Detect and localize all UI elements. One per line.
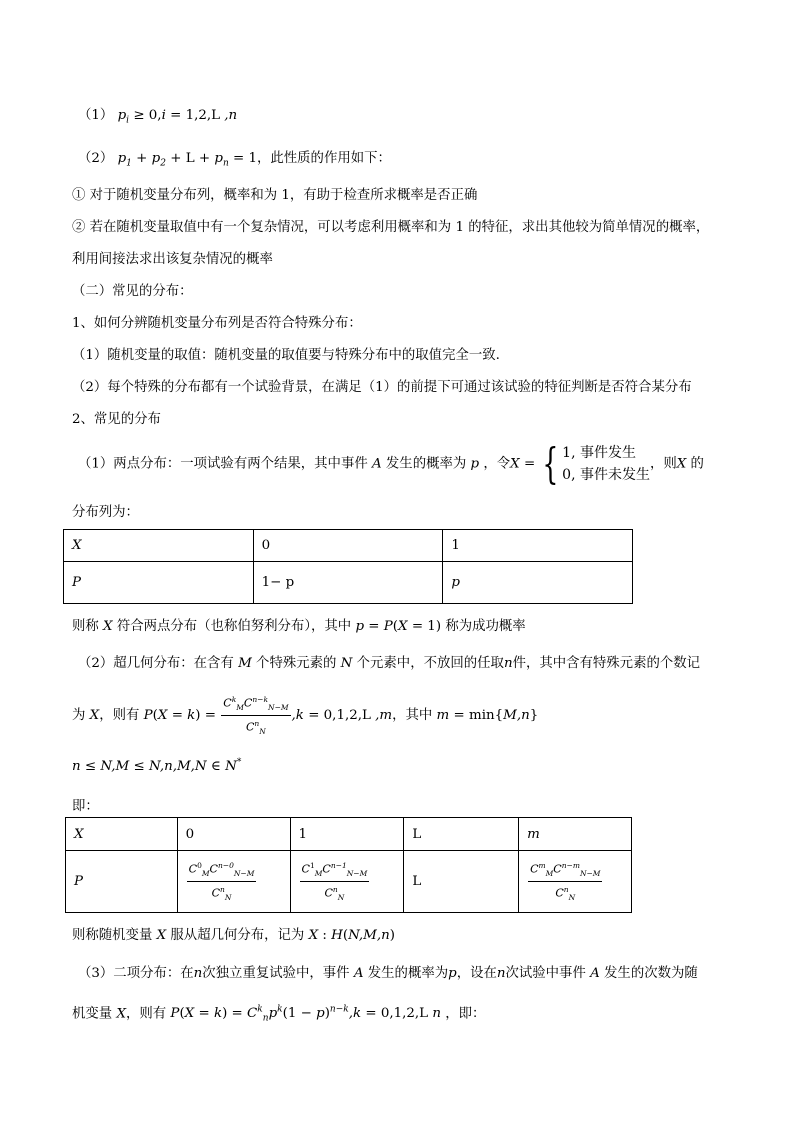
probability-cell: $\frac{C^m_MC^{n-m}_{N-M}}{C^n_N}$ xyxy=(519,851,632,913)
binomial-definition: （3）二项分布：在n次独立重复试验中，事件 A 发生的概率为p，设在n次试验中事件 A 发生的次数为随 xyxy=(78,966,698,981)
item-label: （1） xyxy=(78,108,114,123)
table-row: P 1− p p xyxy=(64,562,633,604)
note-2-cont: 利用间接法求出该复杂情况的概率 xyxy=(72,252,273,267)
hypergeometric-definition: （2）超几何分布：在含有 M 个特殊元素的 N 个元素中，不放回的任取n件，其中含有特殊元素的个数记 xyxy=(78,656,701,671)
property-1 xyxy=(78,106,237,131)
two-point-table xyxy=(63,529,633,604)
property-text: ，此性质的作用如下： xyxy=(257,151,391,166)
bernoulli-note: 则称 X 符合两点分布（也称伯努利分布），其中 p = P(X = 1) 称为成功概率 xyxy=(72,619,526,634)
formula-tail: ,n xyxy=(220,108,238,123)
table2-intro: 即： xyxy=(72,799,99,814)
hypergeometric-formula: 为 X，则有 P(X = k) = $\frac{C^k_MC^{n-k}_{N-M}}{C^n_N}$ ,k = 0,1,2,L ,m，其中 m = min{M,n} xyxy=(72,692,538,739)
table-row: X 0 1 L m xyxy=(66,818,632,851)
two-point-definition: （1）两点分布：一项试验有两个结果，其中事件 A 发生的概率为 p ，令X = { 1, 事件发生 0, 事件未发生 ，则X 的 xyxy=(78,439,704,488)
hypergeometric-fraction: $\frac{C^k_MC^{n-k}_{N-M}}{C^n_N}$ xyxy=(221,692,290,739)
property-2 xyxy=(78,149,391,174)
criterion-1: （1）随机变量的取值：随机变量的取值要与特殊分布中的取值完全一致. xyxy=(72,348,500,363)
probability-cell: $\frac{C^0_MC^{n-0}_{N-M}}{C^n_N}$ xyxy=(177,851,290,913)
piecewise-cases: 1, 事件发生 0, 事件未发生 xyxy=(562,445,650,483)
table-intro: 分布列为： xyxy=(72,505,139,520)
note-2: ② 若在随机变量取值中有一个复杂情况，可以考虑利用概率和为 1 的特征，求出其他较为简单情况的概率， xyxy=(72,220,710,235)
left-brace: { xyxy=(542,439,559,488)
note-1: ① 对于随机变量分布列，概率和为 1，有助于检查所求概率是否正确 xyxy=(72,188,478,203)
constraint-line: n ≤ N,M ≤ N,n,M,N ∈ N* xyxy=(72,758,242,775)
hypergeometric-notation: 则称随机变量 X 服从超几何分布，记为 X : H(N,M,n) xyxy=(72,928,396,943)
table-row: P $\frac{C^0_MC^{n-0}_{N-M}}{C^n_N}$ $\frac{C^1_MC^{n-1}_{N-M}}{C^n_N}$ L $\frac{C^m_MC^{n-m}_{N-M}}{C^n_N}$ xyxy=(66,851,632,913)
formula-sum: $p_1 + p_2 + L + p_n = 1$ xyxy=(117,151,257,169)
binomial-formula: 机变量 X，则有 $P(X = k) = C^k_np^k(1 - p)^{n-k},k = 0,1,2,L$ n ，即： xyxy=(72,1005,486,1025)
hypergeometric-table xyxy=(65,817,632,913)
table-row: X 0 1 xyxy=(64,530,633,562)
section-heading: （二）常见的分布： xyxy=(72,284,193,299)
item-label: （2） xyxy=(78,151,114,166)
subheading-2: 2、常见的分布 xyxy=(72,412,161,427)
criterion-2: （2）每个特殊的分布都有一个试验背景，在满足（1）的前提下可通过该试验的特征判断是否符合某分布 xyxy=(72,380,692,395)
formula-nonnegative: $p_i \ge 0,i = 1,2,L$ xyxy=(117,108,221,126)
probability-cell: $\frac{C^1_MC^{n-1}_{N-M}}{C^n_N}$ xyxy=(290,851,404,913)
subheading-1: 1、如何分辨随机变量分布列是否符合特殊分布： xyxy=(72,316,362,331)
